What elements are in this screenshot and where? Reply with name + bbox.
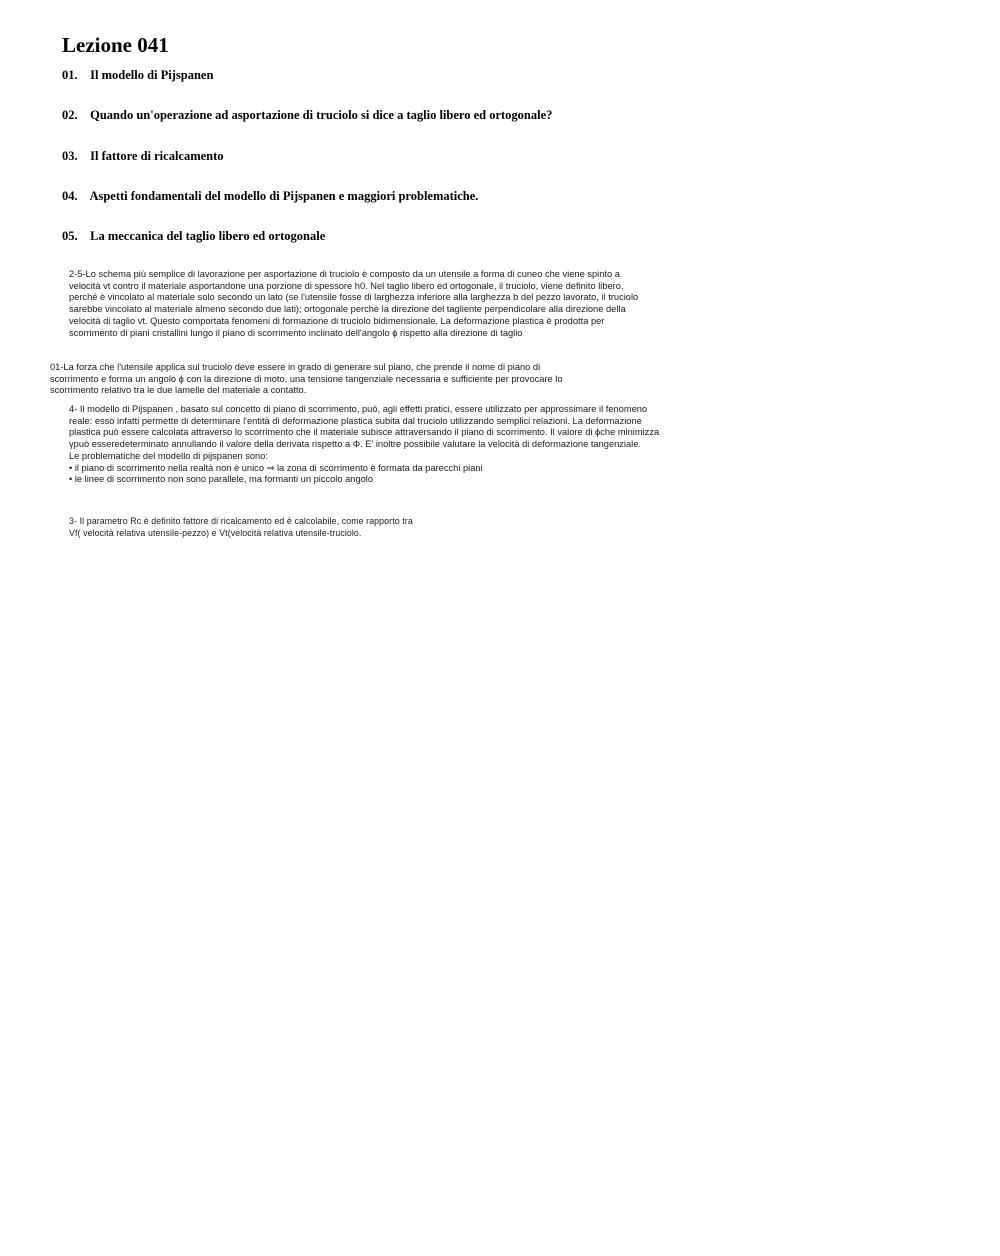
question-05	[62, 228, 325, 244]
answer-line: velocità vt contro il materiale asportandone una porzione di spessore h0. Nel taglio libero ed ortogonale, il truciolo, viene definito libero,	[69, 280, 624, 291]
answer-line: Le problematiche del modello di pijspanen sono:	[69, 450, 268, 461]
answer-line: perché è vincolato al materiale solo secondo un lato (se l'utensile fosse di larghezza inferiore alla larghezza b del pezzo lavorato, il truciolo	[69, 292, 639, 303]
question-03	[62, 148, 224, 164]
question-text: La meccanica del taglio libero ed ortogonale	[90, 229, 326, 243]
question-text: Il modello di Pijspanen	[90, 68, 214, 82]
question-text: Aspetti fondamentali del modello di Pijspanen e maggiori problematiche.	[89, 189, 479, 203]
question-number: 01.	[62, 68, 78, 82]
answer-line: plastica può essere calcolata attraverso lo scorrimento che il materiale subisce attraversando il piano di scorrimento. Il valore di ϕche minimizza	[69, 427, 660, 438]
answer-line: scorrimento relativo tra le due lamelle del materiale a contatto.	[50, 385, 307, 396]
answer-line: 2-5-Lo schema più semplice di lavorazione per asportazione di truciolo è composto da un utensile a forma di cuneo che viene spinto a	[69, 269, 620, 279]
question-04	[62, 188, 478, 204]
answer-line: sarebbe vincolato al materiale almeno secondo due lati); ortogonale perchè la direzione del tagliente perpendicolare alla direzione della	[69, 304, 626, 315]
question-number: 04.	[62, 189, 78, 203]
question-text: Quando un'operazione ad asportazione di truciolo si dice a taglio libero ed ortogonale?	[90, 108, 553, 122]
answer-line: • il piano di scorrimento nella realtà non è unico ⇒ la zona di scorrimento è formata da parecchi piani	[69, 462, 483, 473]
page-title: Lezione 041	[62, 33, 169, 57]
answer-line: γpuò esseredeterminato annullando il valore della derivata rispetto a Φ. E' inoltre possibile valutare la velocità di deformazione tangenziale.	[69, 439, 641, 450]
answer-04	[69, 404, 659, 486]
question-number: 05.	[62, 229, 78, 243]
answer-line: scorrimento e forma un angolo ϕ con la direzione di moto, una tensione tangenziale necessaria e sufficiente per provocare lo	[50, 373, 563, 384]
answer-line: velocità di taglio vt. Questo comportata fenomeni di formazione di truciolo bidimensionale. La deformazione plastica è prodotta per	[69, 315, 605, 326]
answer-line: 3- Il parametro Rc è definito fattore di ricalcamento ed è calcolabile, come rapporto tra	[69, 516, 413, 526]
question-text: Il fattore di ricalcamento	[90, 149, 224, 163]
question-01	[62, 67, 213, 83]
answer-03	[69, 516, 413, 539]
answer-line: • le linee di scorrimento non sono parallele, ma formanti un piccolo angolo	[69, 474, 374, 485]
answer-line: scorrimento di piani cristallini lungo il piano di scorrimento inclinato dell'angolo ϕ rispetto alla direzione di taglio	[69, 327, 523, 338]
question-number: 03.	[62, 149, 78, 163]
answer-line: 01-La forza che l'utensile applica sul truciolo deve essere in grado di generare sul piano, che prende il nome di piano di	[50, 362, 541, 372]
answer-line: 4- Il modello di Pijspanen , basato sul concetto di piano di scorrimento, può, agli effetti pratici, essere utilizzato per approssimare il fenomeno	[69, 404, 648, 414]
question-02	[62, 107, 552, 123]
answer-2-5	[69, 269, 638, 339]
answer-01	[50, 362, 563, 397]
answer-line: reale: esso infatti permette di determinare l'entità di deformazione plastica subita dal truciolo utilizzando semplici relazioni. La deformazione	[69, 415, 642, 426]
question-number: 02.	[62, 108, 78, 122]
answer-line: Vf( velocità relativa utensile-pezzo) e Vt(velocità relativa utensile-truciolo.	[69, 527, 362, 538]
